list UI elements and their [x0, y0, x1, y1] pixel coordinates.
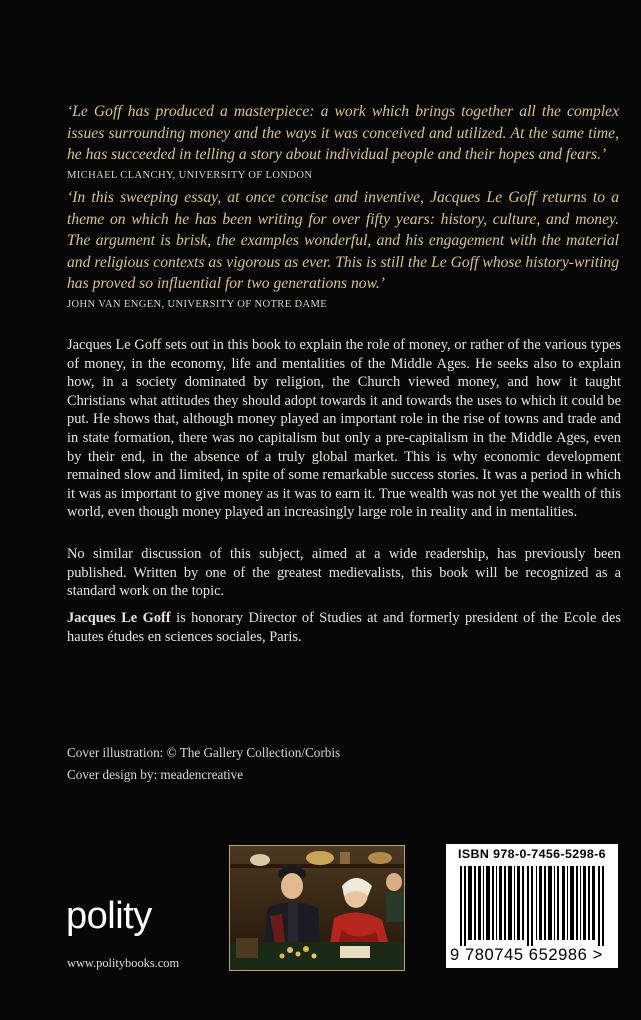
cover-illustration-credit: Cover illustration: © The Gallery Collection/Corbis — [67, 745, 341, 760]
review-quote-2-attribution: JOHN VAN ENGEN, UNIVERSITY OF NOTRE DAME — [67, 298, 328, 310]
cover-design-credit: Cover design by: meadencreative — [67, 767, 244, 782]
author-name: Jacques Le Goff — [67, 610, 171, 626]
description-paragraph-2: No similar discussion of this subject, aimed at a wide readership, has previously been published. Written by one of the greatest medievalists, this book will be recognized as a standard work on the topic. — [67, 546, 621, 600]
publisher-url[interactable]: www.politybooks.com — [67, 956, 180, 970]
author-bio-text: is honorary Director of Studies at and formerly president of the Ecole des hautes études en sciences sociales, Paris. — [67, 610, 621, 645]
barcode-icon — [456, 866, 608, 946]
isbn-label: ISBN 978-0-7456-5298-6 — [458, 847, 606, 861]
moneychanger-painting-icon — [230, 846, 404, 970]
description-paragraph-1: Jacques Le Goff sets out in this book to explain the role of money, or rather of the various types of money, in the economy, life and mentalities of the Middle Ages. He seeks also to explain how, in a society dominated by religion, the Church viewed money, and how it taught Christians what attitudes they should adopt towards it and towards the uses to which it could be put. He shows that, although money played an important role in the rise of towns and trade and in state formation, there was no capitalism but only a pre-capitalism in the Middle Ages, even by their end, in the absence of a truly global market. This is why economic development remained slow and limited, in spite of some remarkable success stories. It was a period in which it was as important to give money as it was to earn it. True wealth was not yet the wealth of this world, even though money played an increasingly large role in reality and in mentalities. — [67, 337, 621, 521]
author-bio — [67, 609, 621, 646]
review-quote-1 — [67, 101, 619, 183]
review-quote-1-text: ‘Le Goff has produced a masterpiece: a work which brings together all the complex issues surrounding money and the ways it was conceived and utilized. At the same time, he has succeeded in telling a story about individual people and their hopes and fears.’ — [67, 103, 619, 163]
review-quote-2 — [67, 187, 619, 312]
polity-logo: polity — [66, 895, 152, 937]
cover-illustration-image — [229, 845, 405, 971]
isbn-barcode-box — [446, 844, 618, 968]
review-quote-2-text: ‘In this sweeping essay, at once concise and inventive, Jacques Le Goff returns to a theme on which he has been writing for over fifty years: history, culture, and money. The argument is brisk, the examples wonderful, and his engagement with the material and religious contexts as vigorous as ever. This is still the Le Goff whose history-writing has proved so influential for two generations now.’ — [67, 189, 619, 292]
review-quote-1-attribution: MICHAEL CLANCHY, UNIVERSITY OF LONDON — [67, 169, 313, 181]
isbn-digits: 9 780745 652986 > — [450, 946, 603, 964]
